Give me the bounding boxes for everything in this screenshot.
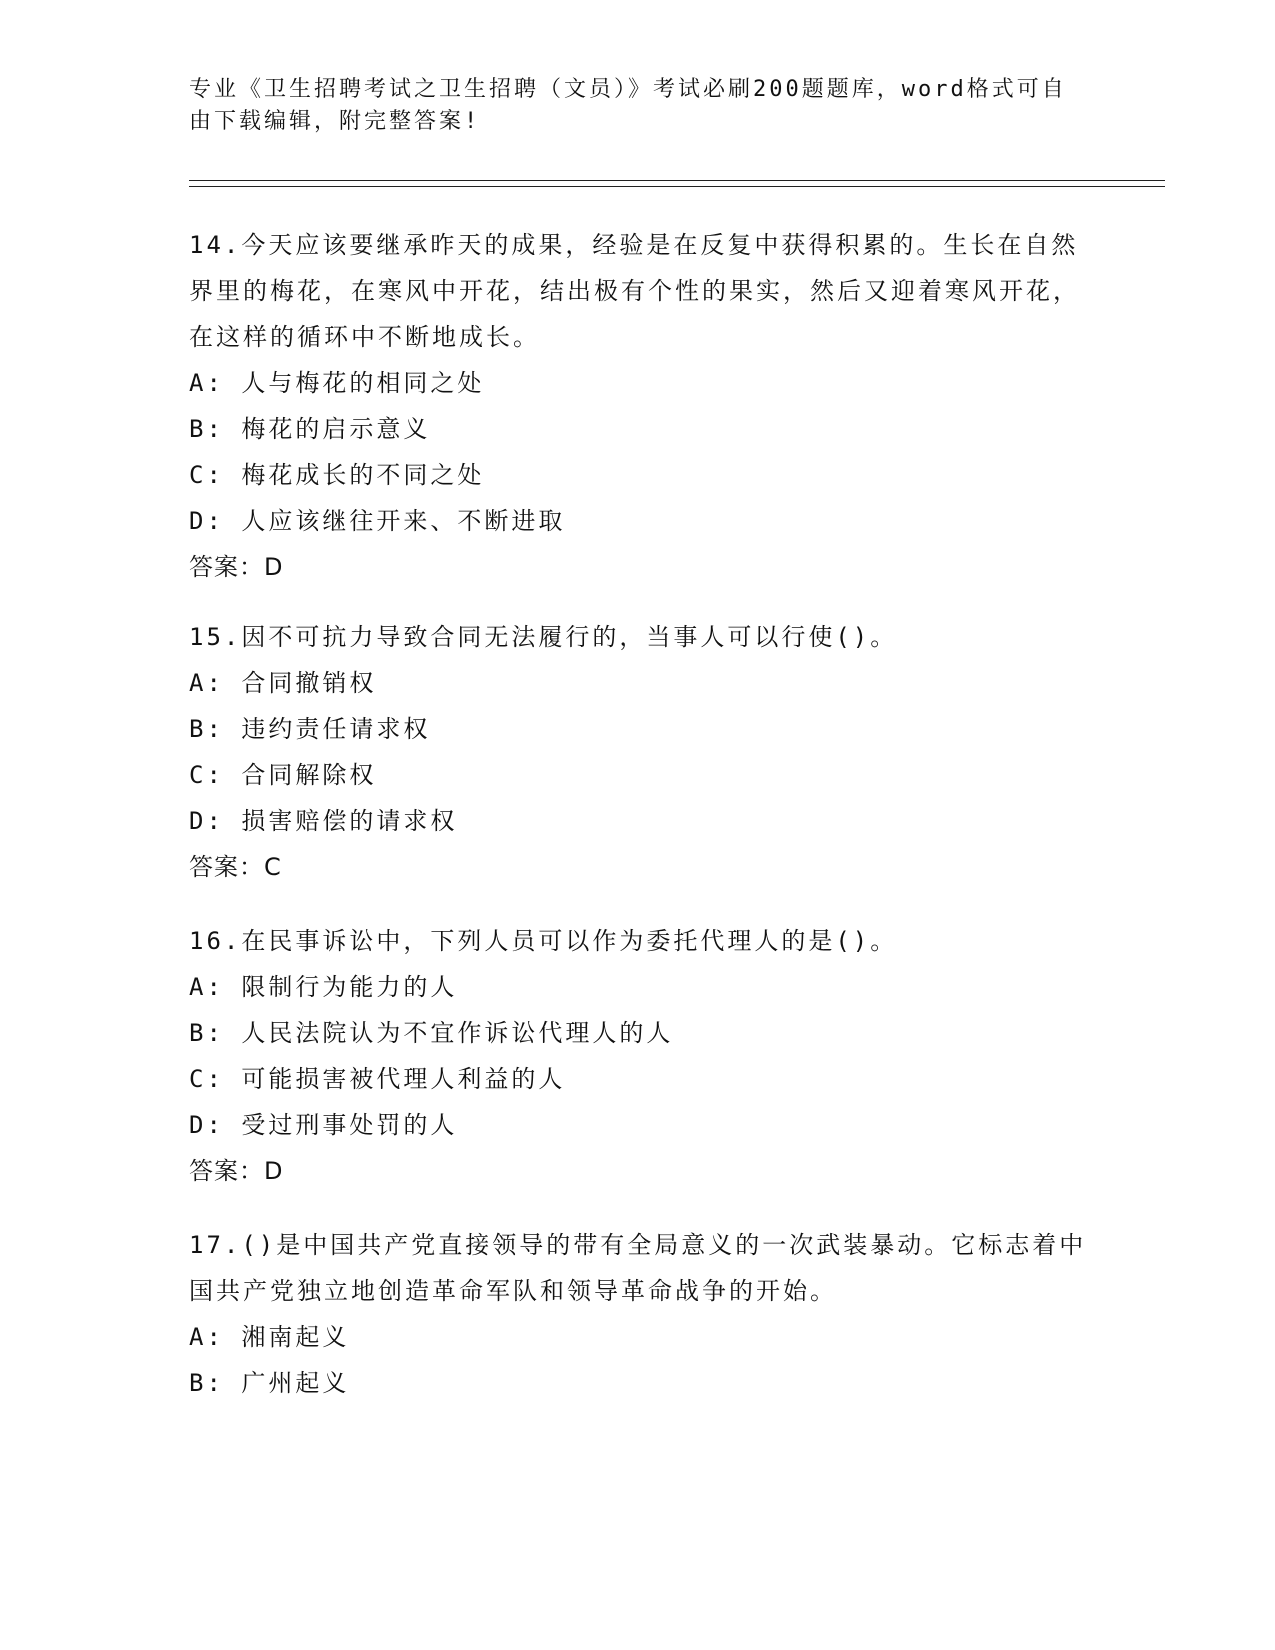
- header-divider-top: [189, 180, 1165, 181]
- header-divider-bottom: [189, 186, 1165, 187]
- option-b: B: 梅花的启示意义: [189, 415, 431, 443]
- option-a: A: 合同撤销权: [189, 669, 377, 697]
- question-15: [189, 614, 1089, 890]
- option-d: D: 损害赔偿的请求权: [189, 807, 458, 835]
- answer: 答案：C: [189, 853, 282, 881]
- question-stem: 14.今天应该要继承昨天的成果，经验是在反复中获得积累的。生长在自然界里的梅花，在寒风中开花，结出极有个性的果实，然后又迎着寒风开花，在这样的循环中不断地成长。: [189, 231, 1080, 351]
- option-a: A: 限制行为能力的人: [189, 973, 458, 1001]
- question-17: [189, 1222, 1089, 1406]
- question-stem: 16.在民事诉讼中，下列人员可以作为委托代理人的是()。: [189, 927, 898, 955]
- option-b: B: 广州起义: [189, 1369, 350, 1397]
- option-b: B: 违约责任请求权: [189, 715, 431, 743]
- option-c: C: 合同解除权: [189, 761, 377, 789]
- option-c: C: 可能损害被代理人利益的人: [189, 1065, 566, 1093]
- question-16: [189, 918, 1089, 1194]
- question-stem: 17.()是中国共产党直接领导的带有全局意义的一次武装暴动。它标志着中国共产党独立地创造革命军队和领导革命战争的开始。: [189, 1231, 1087, 1305]
- option-c: C: 梅花成长的不同之处: [189, 461, 485, 489]
- option-a: A: 湘南起义: [189, 1323, 350, 1351]
- document-header: 专业《卫生招聘考试之卫生招聘（文员）》考试必刷200题题库，word格式可自由下载编辑，附完整答案!: [189, 77, 1067, 134]
- option-d: D: 人应该继往开来、不断进取: [189, 507, 566, 535]
- answer: 答案：D: [189, 553, 284, 581]
- option-d: D: 受过刑事处罚的人: [189, 1111, 458, 1139]
- option-a: A: 人与梅花的相同之处: [189, 369, 485, 397]
- question-14: [189, 222, 1089, 590]
- option-b: B: 人民法院认为不宜作诉讼代理人的人: [189, 1019, 674, 1047]
- question-stem: 15.因不可抗力导致合同无法履行的，当事人可以行使()。: [189, 623, 898, 651]
- answer: 答案：D: [189, 1157, 284, 1185]
